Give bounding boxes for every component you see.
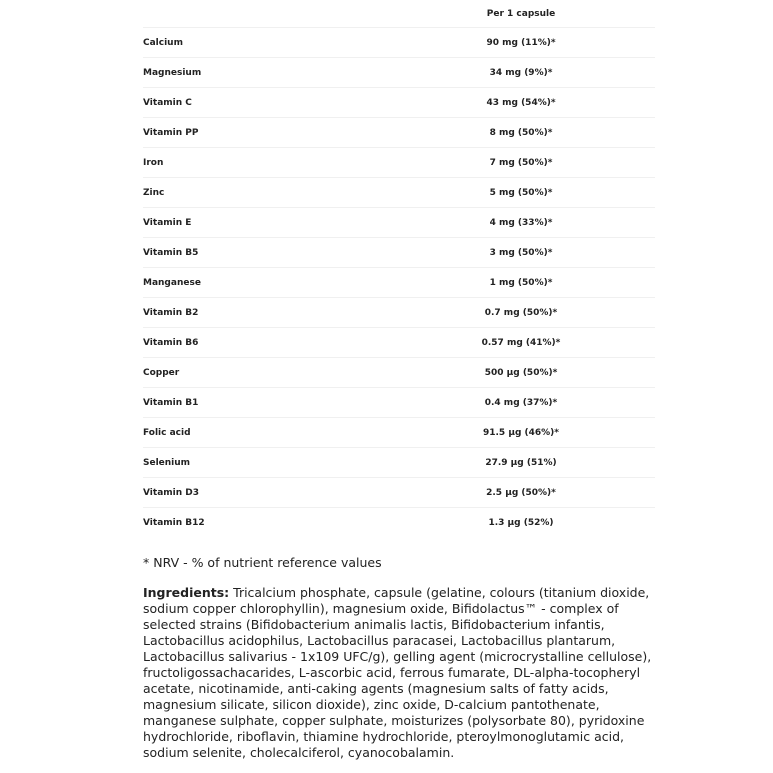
nutrient-name: Magnesium: [143, 58, 407, 88]
nutrient-row: [143, 388, 655, 418]
nutrient-amount: 0.7 mg (50%)*: [407, 298, 635, 328]
nutrient-row: [143, 298, 655, 328]
nutrient-amount: 0.4 mg (37%)*: [407, 388, 635, 418]
nutrition-table-body: [143, 28, 655, 538]
nutrient-name: Vitamin PP: [143, 118, 407, 148]
nutrient-name: Zinc: [143, 178, 407, 208]
nutrient-row: [143, 148, 655, 178]
nutrient-amount: 27.9 µg (51%): [407, 448, 635, 478]
ingredients-text: Tricalcium phosphate, capsule (gelatine, colours (titanium dioxide, sodium copper chlorophyllin), magnesium oxide, Bifidolactus™ - complex of selected strains (Bifidobacterium animalis lactis, Bifidobacterium infantis, Lactobacillus acidophilus, Lactobacillus paracasei, Lactobacillus plantarum, Lactobacillus salivarius - 1x109 UFC/g), gelling agent (microcrystalline cellulose), fructoligossachacarides, L-ascorbic acid, ferrous fumarate, DL-alpha-tocopheryl acetate, nicotinamide, anti-caking agents (magnesium salts of fatty acids, magnesium silicate, silicon dioxide), zinc oxide, D-calcium pantothenate, manganese sulphate, copper sulphate, moisturizes (polysorbate 80), pyridoxine hydrochloride, riboflavin, thiamine hydrochloride, pteroylmonoglutamic acid, sodium selenite, cholecalciferol, cyanocobalamin.: [143, 585, 652, 760]
ingredients-paragraph: [143, 585, 663, 761]
nutrient-amount: 4 mg (33%)*: [407, 208, 635, 238]
nutrient-row: [143, 178, 655, 208]
nutrient-amount: 43 mg (54%)*: [407, 88, 635, 118]
nutrient-amount: 8 mg (50%)*: [407, 118, 635, 148]
nutrition-table: [143, 0, 655, 537]
nutrient-name: Vitamin B1: [143, 388, 407, 418]
nutrition-table-header-row: [143, 0, 655, 28]
nutrient-name: Vitamin B5: [143, 238, 407, 268]
nutrient-row: [143, 208, 655, 238]
nutrient-amount: 90 mg (11%)*: [407, 28, 635, 58]
nutrient-name: Vitamin E: [143, 208, 407, 238]
nutrient-row: [143, 448, 655, 478]
nutrient-amount: 0.57 mg (41%)*: [407, 328, 635, 358]
nutrient-amount: 2.5 µg (50%)*: [407, 478, 635, 508]
nutrient-name: Vitamin B2: [143, 298, 407, 328]
nutrient-name: Iron: [143, 148, 407, 178]
nutrient-name: Folic acid: [143, 418, 407, 448]
nutrient-row: [143, 28, 655, 58]
nutrient-amount: 5 mg (50%)*: [407, 178, 635, 208]
nutrient-row: [143, 118, 655, 148]
per-capsule-column-header: Per 1 capsule: [486, 8, 556, 19]
nutrient-amount: 7 mg (50%)*: [407, 148, 635, 178]
nutrient-amount: 34 mg (9%)*: [407, 58, 635, 88]
nutrient-amount: 1 mg (50%)*: [407, 268, 635, 298]
nutrient-name: Vitamin C: [143, 88, 407, 118]
nutrient-amount: 3 mg (50%)*: [407, 238, 635, 268]
nutrient-row: [143, 268, 655, 298]
nutrient-row: [143, 88, 655, 118]
ingredients-label: Ingredients:: [143, 585, 230, 600]
nrv-footnote: * NRV - % of nutrient reference values: [143, 555, 382, 570]
nutrient-name: Vitamin B12: [143, 508, 407, 538]
nutrient-row: [143, 58, 655, 88]
nutrient-name: Selenium: [143, 448, 407, 478]
nutrient-row: [143, 508, 655, 538]
nutrient-row: [143, 478, 655, 508]
nutrient-row: [143, 358, 655, 388]
nutrient-name: Calcium: [143, 28, 407, 58]
product-info: [143, 0, 663, 761]
nutrient-row: [143, 418, 655, 448]
nutrient-name: Vitamin B6: [143, 328, 407, 358]
nutrient-amount: 500 µg (50%)*: [407, 358, 635, 388]
nutrient-row: [143, 238, 655, 268]
nutrient-amount: 91.5 µg (46%)*: [407, 418, 635, 448]
nutrient-name: Manganese: [143, 268, 407, 298]
nutrient-column-header: [143, 0, 407, 28]
nutrient-row: [143, 328, 655, 358]
nutrient-amount: 1.3 µg (52%): [407, 508, 635, 538]
nutrient-name: Copper: [143, 358, 407, 388]
nutrient-name: Vitamin D3: [143, 478, 407, 508]
